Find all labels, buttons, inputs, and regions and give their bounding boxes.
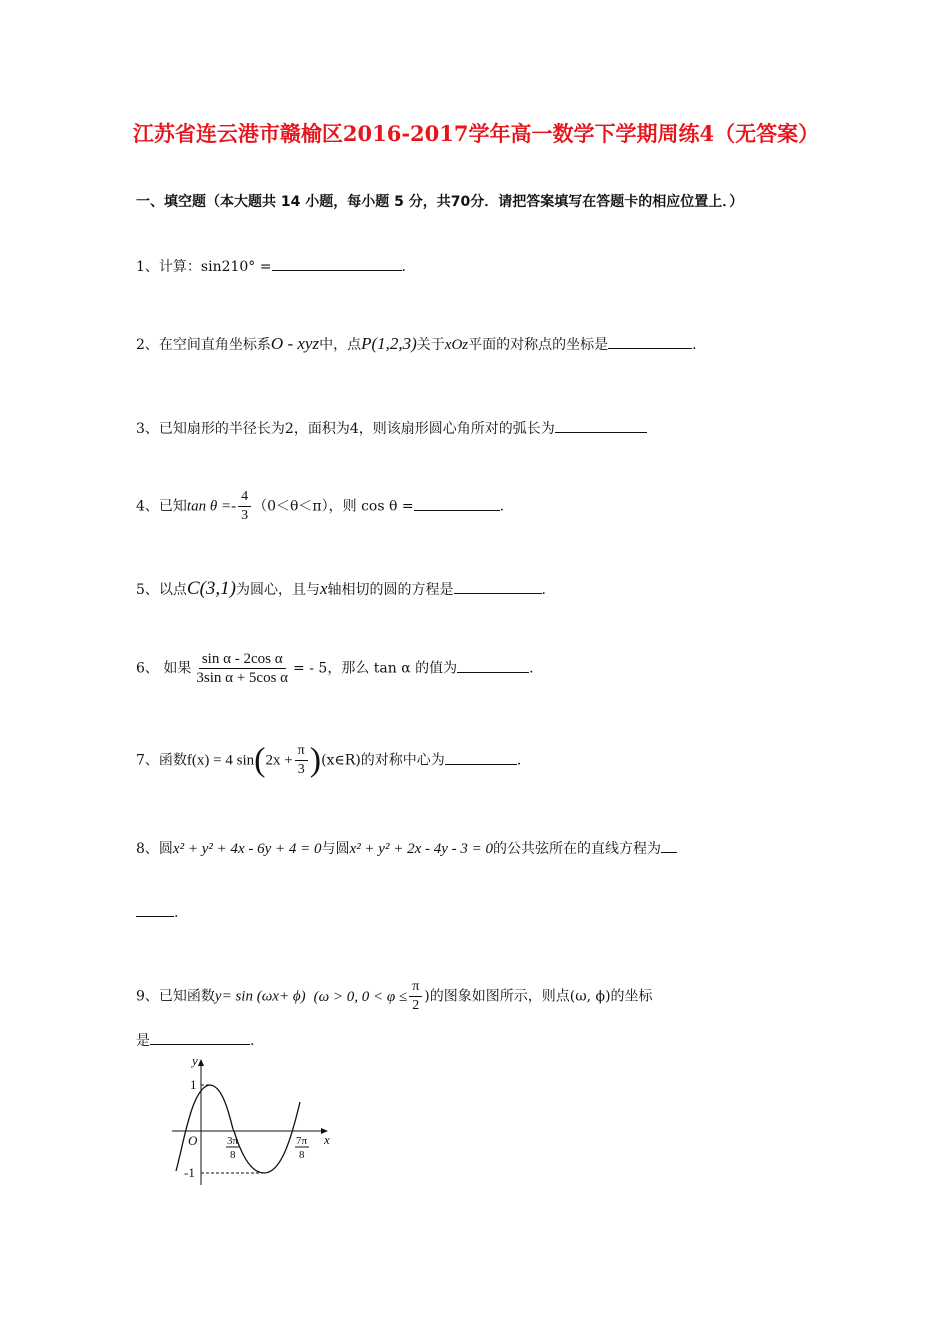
period: .	[401, 259, 406, 275]
period: .	[516, 752, 522, 769]
denominator: 3	[297, 762, 305, 777]
denominator: 3sin α + 5cos α	[196, 670, 289, 686]
x-variable: x	[320, 579, 328, 598]
question-5-text: 5、以点	[136, 582, 187, 598]
question-7	[136, 742, 521, 779]
question-2-text-3: 关于	[416, 337, 445, 353]
numerator: sin α - 2cos α	[199, 650, 286, 669]
fraction	[238, 488, 251, 525]
question-4	[136, 488, 504, 525]
question-4-text: 4、已知	[136, 498, 187, 515]
function-expression: f(x) = 4 sin	[186, 752, 255, 769]
numerator: 4	[238, 488, 251, 507]
x-axis-label: x	[324, 1132, 330, 1147]
answer-blank[interactable]	[414, 496, 500, 511]
question-9-text-3: 是	[136, 1033, 150, 1049]
answer-blank[interactable]	[661, 838, 677, 853]
denominator: 2	[412, 998, 420, 1013]
question-8	[136, 838, 677, 858]
question-5	[136, 578, 546, 600]
fraction	[409, 978, 422, 1015]
point-c: C(3,1)	[186, 578, 236, 599]
period: .	[529, 660, 534, 677]
answer-blank[interactable]	[272, 256, 402, 271]
origin-label: O	[188, 1133, 198, 1148]
x-tick-3pi-denominator: 8	[230, 1149, 236, 1161]
question-7-text-2: (x∈R)的对称中心为	[321, 752, 445, 769]
x-tick-3pi-numerator: 3π	[227, 1135, 239, 1147]
condition-expression: (ω > 0, 0 < φ ≤	[313, 988, 408, 1005]
answer-blank[interactable]	[555, 418, 647, 433]
question-9-text-2: )的图象如图所示，则点(ω, ϕ)的坐标	[424, 988, 653, 1005]
left-paren: (	[254, 741, 266, 779]
question-8-text-3: 的公共弦所在的直线方程为	[493, 841, 662, 857]
question-8-text: 8、圆	[136, 841, 173, 857]
answer-blank[interactable]	[150, 1030, 250, 1045]
answer-blank[interactable]	[457, 658, 529, 673]
circle-equation-2: x² + y² + 2x - 4y - 3 = 0	[349, 841, 494, 857]
question-9-continued	[136, 1030, 254, 1050]
y-tick-1: 1	[190, 1077, 197, 1092]
period: .	[692, 337, 697, 353]
x-tick-7pi-numerator: 7π	[296, 1135, 308, 1147]
answer-blank[interactable]	[136, 902, 174, 917]
x-tick-7pi-denominator: 8	[299, 1149, 305, 1161]
function-expression: y= sin (ωx+ ϕ)	[214, 988, 306, 1005]
question-2-text: 2、在空间直角坐标系	[136, 337, 271, 353]
denominator: 3	[241, 508, 249, 523]
question-1-text: 1、计算：sin210° =	[136, 259, 272, 275]
question-6-text: 6、 如果	[136, 660, 192, 677]
period: .	[541, 582, 546, 598]
answer-blank[interactable]	[454, 579, 542, 594]
argument-expression: 2x +	[265, 752, 293, 769]
document-title: 江苏省连云港市赣榆区2016-2017学年高一数学下学期周练4（无答案）	[132, 121, 820, 146]
question-3	[136, 418, 647, 438]
question-6-text-2: = - 5，那么 tan α 的值为	[293, 660, 458, 677]
question-5-text-3: 轴相切的圆的方程是	[327, 582, 454, 598]
question-4-text-2: （0＜θ＜π），则 cos θ =	[253, 498, 414, 515]
answer-blank[interactable]	[445, 750, 517, 765]
numerator: π	[295, 742, 308, 761]
sine-curve	[176, 1085, 300, 1173]
fraction	[193, 650, 291, 687]
plane-label: xOz	[444, 337, 469, 353]
coordinate-system-label: O - xyz	[270, 334, 320, 353]
question-8-text-2: 与圆	[321, 841, 350, 857]
fraction	[295, 742, 308, 779]
right-paren: )	[309, 741, 322, 779]
section-heading: 一、填空题（本大题共 14 小题，每小题 5 分，共70分．请把答案填写在答题卡的相应位置上．）	[136, 194, 744, 210]
period: .	[250, 1033, 255, 1049]
point-p: P(1,2,3)	[361, 334, 417, 353]
tan-expression: tan θ =-	[186, 498, 237, 515]
y-tick-neg-1: -1	[184, 1165, 195, 1180]
numerator: π	[409, 978, 422, 997]
question-3-text: 3、已知扇形的半径长为2，面积为4，则该扇形圆心角所对的弧长为	[136, 421, 555, 437]
circle-equation-1: x² + y² + 4x - 6y + 4 = 0	[172, 841, 322, 857]
question-5-text-2: 为圆心，且与	[236, 582, 320, 598]
question-8-continued	[136, 902, 178, 921]
period: .	[499, 498, 505, 515]
question-6	[136, 650, 534, 687]
question-7-text: 7、函数	[136, 752, 187, 769]
question-2-text-2: 中，点	[319, 337, 362, 353]
question-2	[136, 334, 697, 354]
answer-blank[interactable]	[608, 334, 692, 349]
y-axis-label: y	[192, 1053, 198, 1068]
period: .	[174, 905, 179, 921]
question-9	[136, 978, 653, 1015]
sine-graph	[168, 1052, 338, 1192]
question-2-text-4: 平面的对称点的坐标是	[468, 337, 609, 353]
question-1	[136, 256, 406, 276]
y-axis-arrow	[198, 1059, 204, 1066]
question-9-text: 9、已知函数	[136, 988, 215, 1005]
